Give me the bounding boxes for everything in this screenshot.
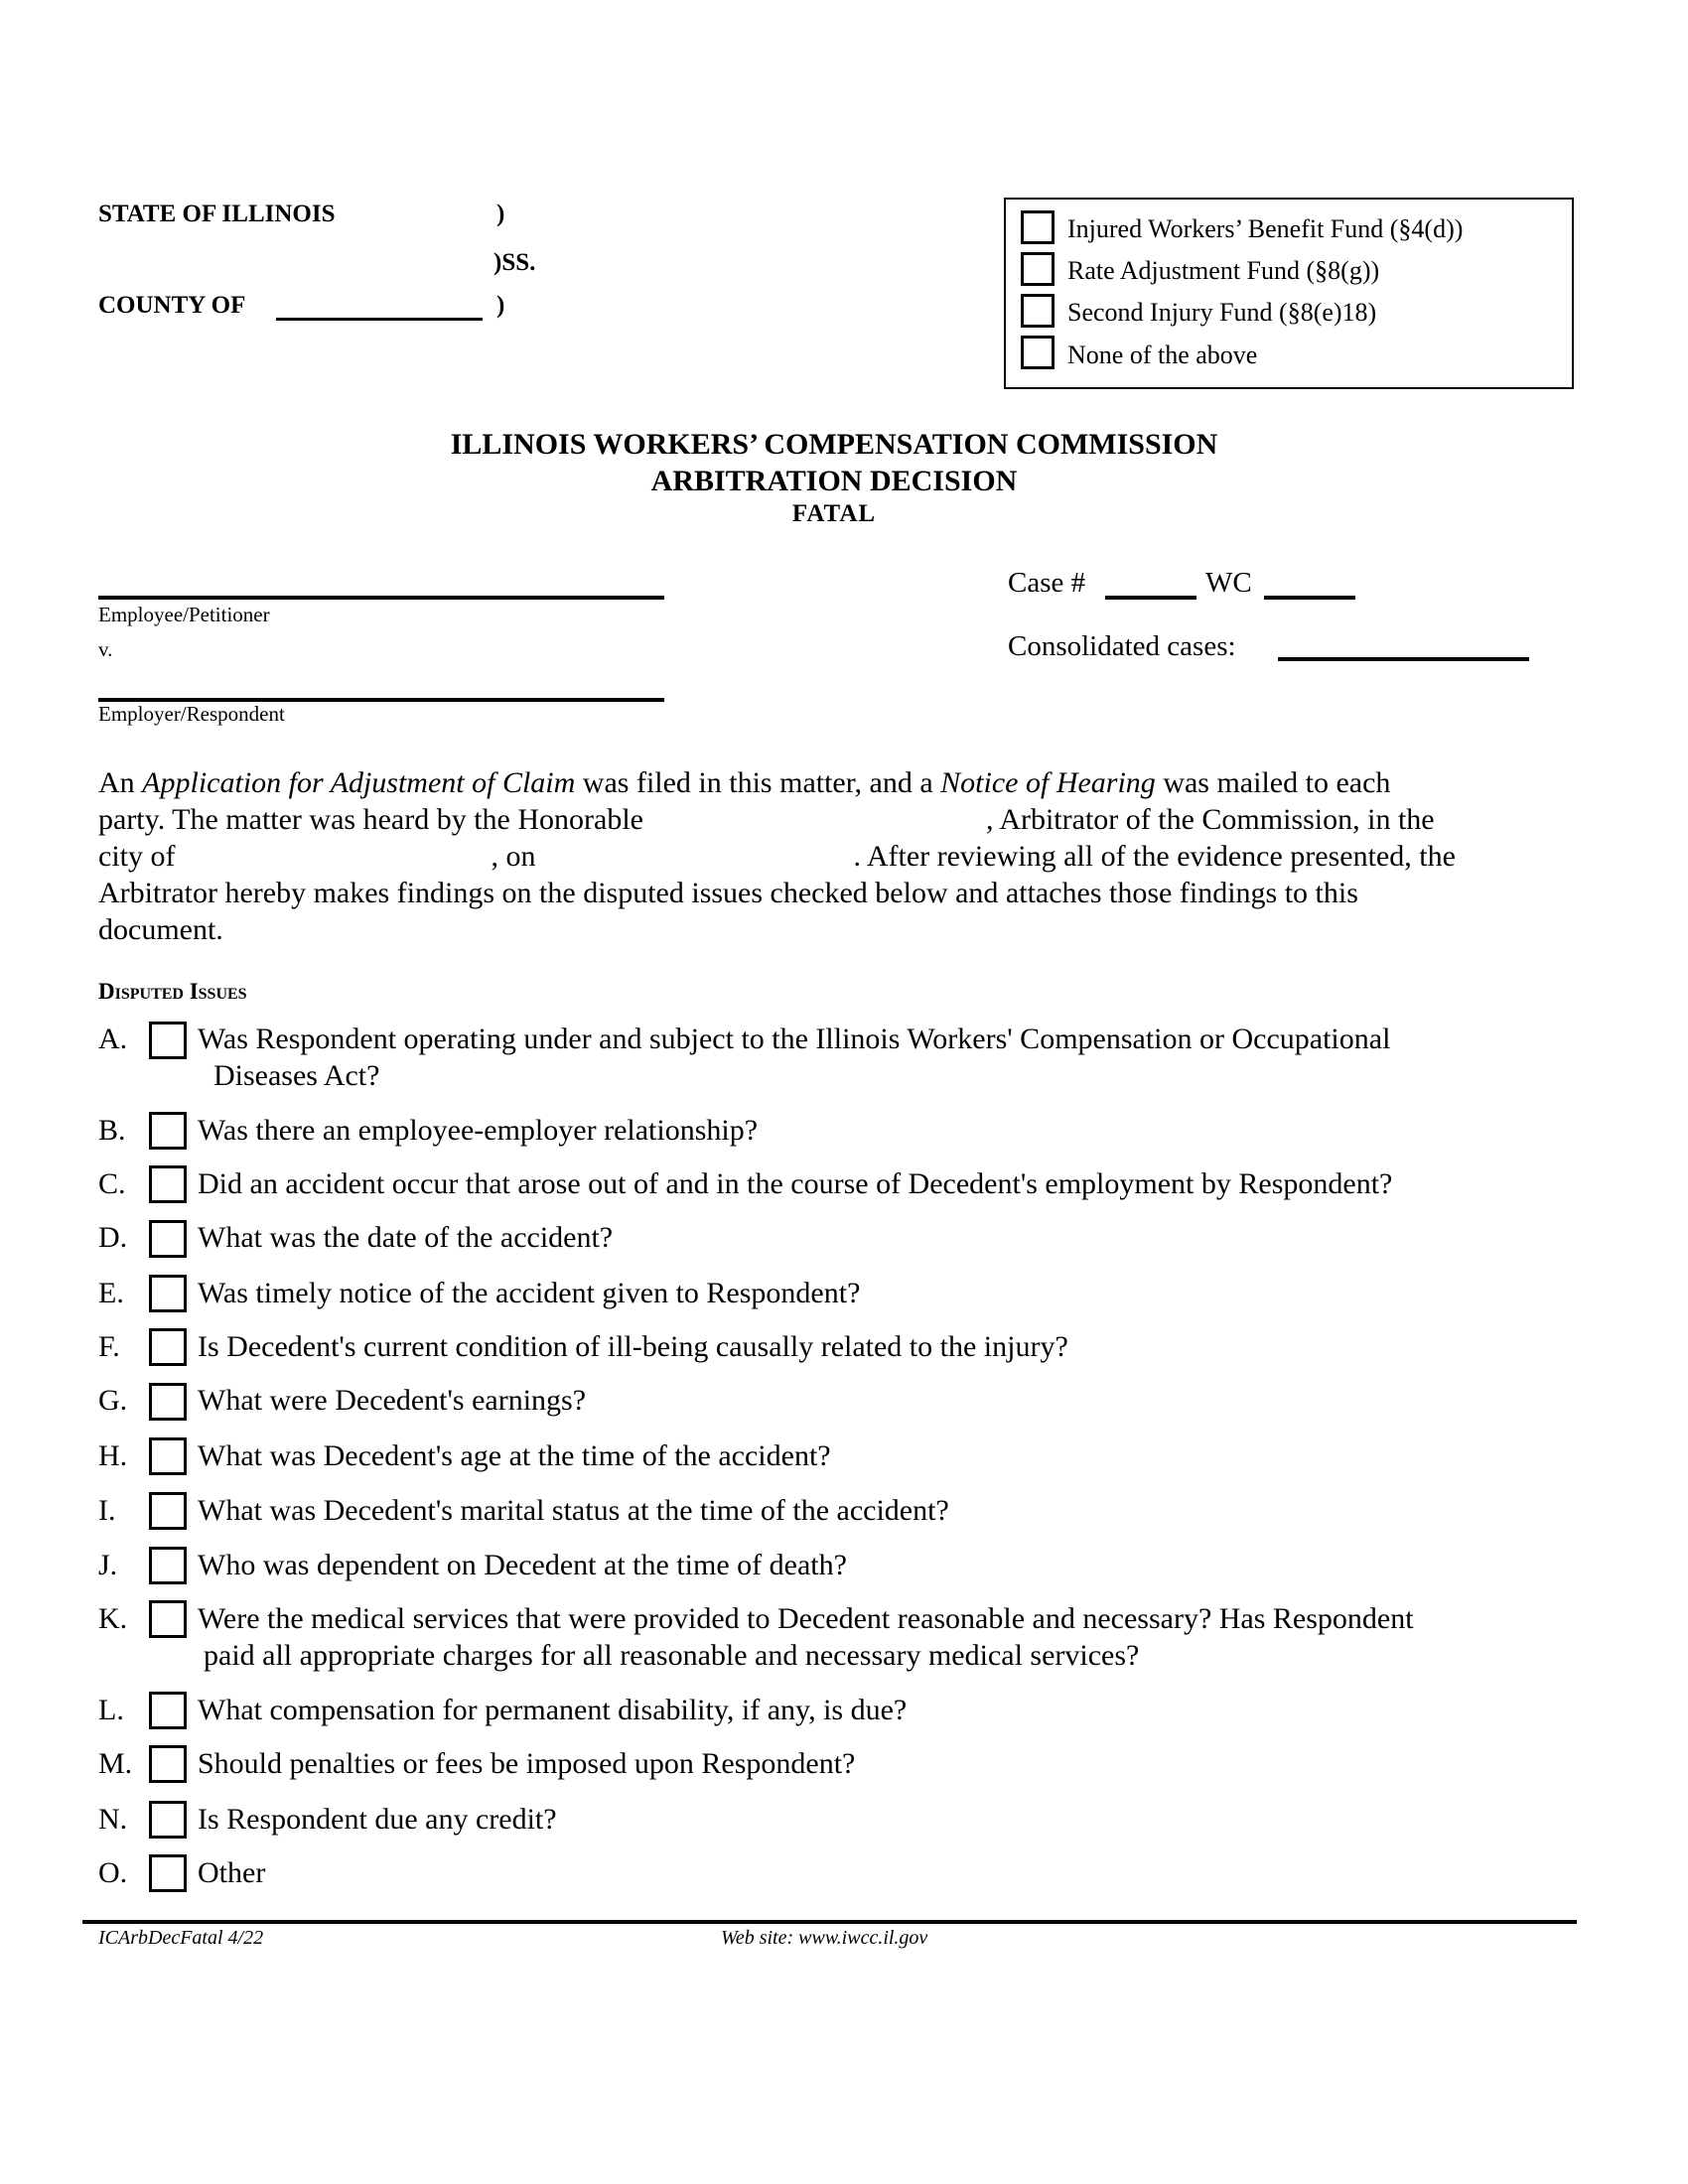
- case-number-field[interactable]: [1105, 596, 1196, 600]
- issue-text: Were the medical services that were provided to Decedent reasonable and necessary? Has Respondent: [198, 1602, 1414, 1635]
- issue-letter: D.: [98, 1221, 128, 1254]
- disputed-issues-heading: Disputed Issues: [98, 979, 247, 1004]
- issue-checkbox-m[interactable]: [149, 1745, 187, 1783]
- footer-divider: [82, 1920, 1577, 1924]
- issue-letter: G.: [98, 1384, 128, 1417]
- commission-title: ILLINOIS WORKERS’ COMPENSATION COMMISSION: [450, 428, 1218, 461]
- issue-letter: J.: [98, 1549, 118, 1581]
- venue-paren: ): [496, 201, 505, 227]
- notice-title: Notice of Hearing: [940, 766, 1156, 799]
- ss-label: )SS.: [493, 249, 536, 276]
- application-title: Application for Adjustment of Claim: [142, 766, 576, 799]
- issue-text: Is Respondent due any credit?: [198, 1803, 557, 1836]
- employee-field[interactable]: [98, 596, 664, 600]
- issue-text: What compensation for permanent disability, if any, is due?: [198, 1694, 908, 1726]
- issue-text: Should penalties or fees be imposed upon Respondent?: [198, 1747, 856, 1780]
- issue-text: Was there an employee-employer relationship?: [198, 1114, 759, 1147]
- issue-text: What was the date of the accident?: [198, 1221, 614, 1254]
- employer-label: Employer/Respondent: [98, 702, 285, 726]
- fund-label: Rate Adjustment Fund (§8(g)): [1067, 256, 1380, 285]
- issue-letter: L.: [98, 1694, 124, 1726]
- issue-checkbox-f[interactable]: [149, 1328, 187, 1366]
- issue-text: What were Decedent's earnings?: [198, 1384, 587, 1417]
- fund-checkbox-none[interactable]: [1021, 336, 1055, 369]
- venue-paren: ): [496, 292, 505, 319]
- issue-checkbox-g[interactable]: [149, 1383, 187, 1421]
- issue-letter: O.: [98, 1856, 128, 1889]
- consolidated-label: Consolidated cases:: [1008, 630, 1236, 662]
- employee-label: Employee/Petitioner: [98, 603, 270, 626]
- case-number-label: Case #: [1008, 567, 1086, 599]
- issue-text: What was Decedent's marital status at the time of the accident?: [198, 1494, 949, 1527]
- issue-checkbox-b[interactable]: [149, 1112, 187, 1150]
- issue-letter: F.: [98, 1330, 120, 1363]
- issue-text-cont: paid all appropriate charges for all reasonable and necessary medical services?: [204, 1639, 1140, 1672]
- wc-label: WC: [1205, 567, 1252, 599]
- versus-label: v.: [98, 637, 113, 661]
- issue-text-cont: Diseases Act?: [213, 1059, 380, 1092]
- issue-text: Was timely notice of the accident given to Respondent?: [198, 1277, 861, 1309]
- issue-text: Is Decedent's current condition of ill-being causally related to the injury?: [198, 1330, 1068, 1363]
- issue-checkbox-i[interactable]: [149, 1492, 187, 1530]
- county-label: COUNTY OF: [98, 292, 246, 319]
- issue-letter: K.: [98, 1602, 128, 1635]
- fund-label: None of the above: [1067, 341, 1258, 369]
- issue-checkbox-j[interactable]: [149, 1547, 187, 1584]
- issue-checkbox-e[interactable]: [149, 1275, 187, 1312]
- issue-text: Was Respondent operating under and subject to the Illinois Workers' Compensation or Occupational: [198, 1023, 1391, 1055]
- issue-checkbox-l[interactable]: [149, 1692, 187, 1729]
- website-link[interactable]: Web site: www.iwcc.il.gov: [721, 1927, 928, 1949]
- issue-letter: B.: [98, 1114, 126, 1147]
- issue-text: What was Decedent's age at the time of the accident?: [198, 1439, 831, 1472]
- issue-text: Did an accident occur that arose out of and in the course of Decedent's employment by Respondent?: [198, 1167, 1393, 1200]
- issue-checkbox-h[interactable]: [149, 1437, 187, 1475]
- form-id: ICArbDecFatal 4/22: [98, 1927, 264, 1949]
- issue-checkbox-n[interactable]: [149, 1801, 187, 1839]
- issue-text: Who was dependent on Decedent at the time of death?: [198, 1549, 847, 1581]
- issue-letter: I.: [98, 1494, 116, 1527]
- issue-checkbox-a[interactable]: [149, 1022, 187, 1059]
- fund-checkbox-sif[interactable]: [1021, 294, 1055, 328]
- county-field[interactable]: [276, 318, 483, 321]
- state-label: STATE OF ILLINOIS: [98, 201, 336, 227]
- intro-paragraph: An Application for Adjustment of Claim was filed in this matter, and a Notice of Hearing was mailed to each party. The matter was heard by the Honorable , Arbitrator of the Commission, in the city of , on . After reviewing all of the evidence presented, the Arbitrator hereby makes findings on the disputed issues checked below and attaches those findings to this document.: [98, 766, 1456, 946]
- decision-title: ARBITRATION DECISION: [650, 465, 1018, 497]
- issue-letter: C.: [98, 1167, 126, 1200]
- wc-field[interactable]: [1264, 596, 1355, 600]
- issue-letter: N.: [98, 1803, 128, 1836]
- fund-checkbox-iwbf[interactable]: [1021, 210, 1055, 244]
- issue-letter: E.: [98, 1277, 124, 1309]
- issue-checkbox-c[interactable]: [149, 1165, 187, 1203]
- issue-letter: M.: [98, 1747, 133, 1780]
- issue-checkbox-k[interactable]: [149, 1600, 187, 1638]
- issue-checkbox-o[interactable]: [149, 1854, 187, 1892]
- issue-text: Other: [198, 1856, 266, 1889]
- fund-label: Injured Workers’ Benefit Fund (§4(d)): [1067, 214, 1464, 243]
- consolidated-field[interactable]: [1278, 657, 1529, 661]
- issue-letter: A.: [98, 1023, 128, 1055]
- decision-subtitle: FATAL: [791, 500, 877, 527]
- issue-letter: H.: [98, 1439, 128, 1472]
- fund-checkbox-raf[interactable]: [1021, 252, 1055, 286]
- fund-label: Second Injury Fund (§8(e)18): [1067, 298, 1377, 327]
- issue-checkbox-d[interactable]: [149, 1220, 187, 1258]
